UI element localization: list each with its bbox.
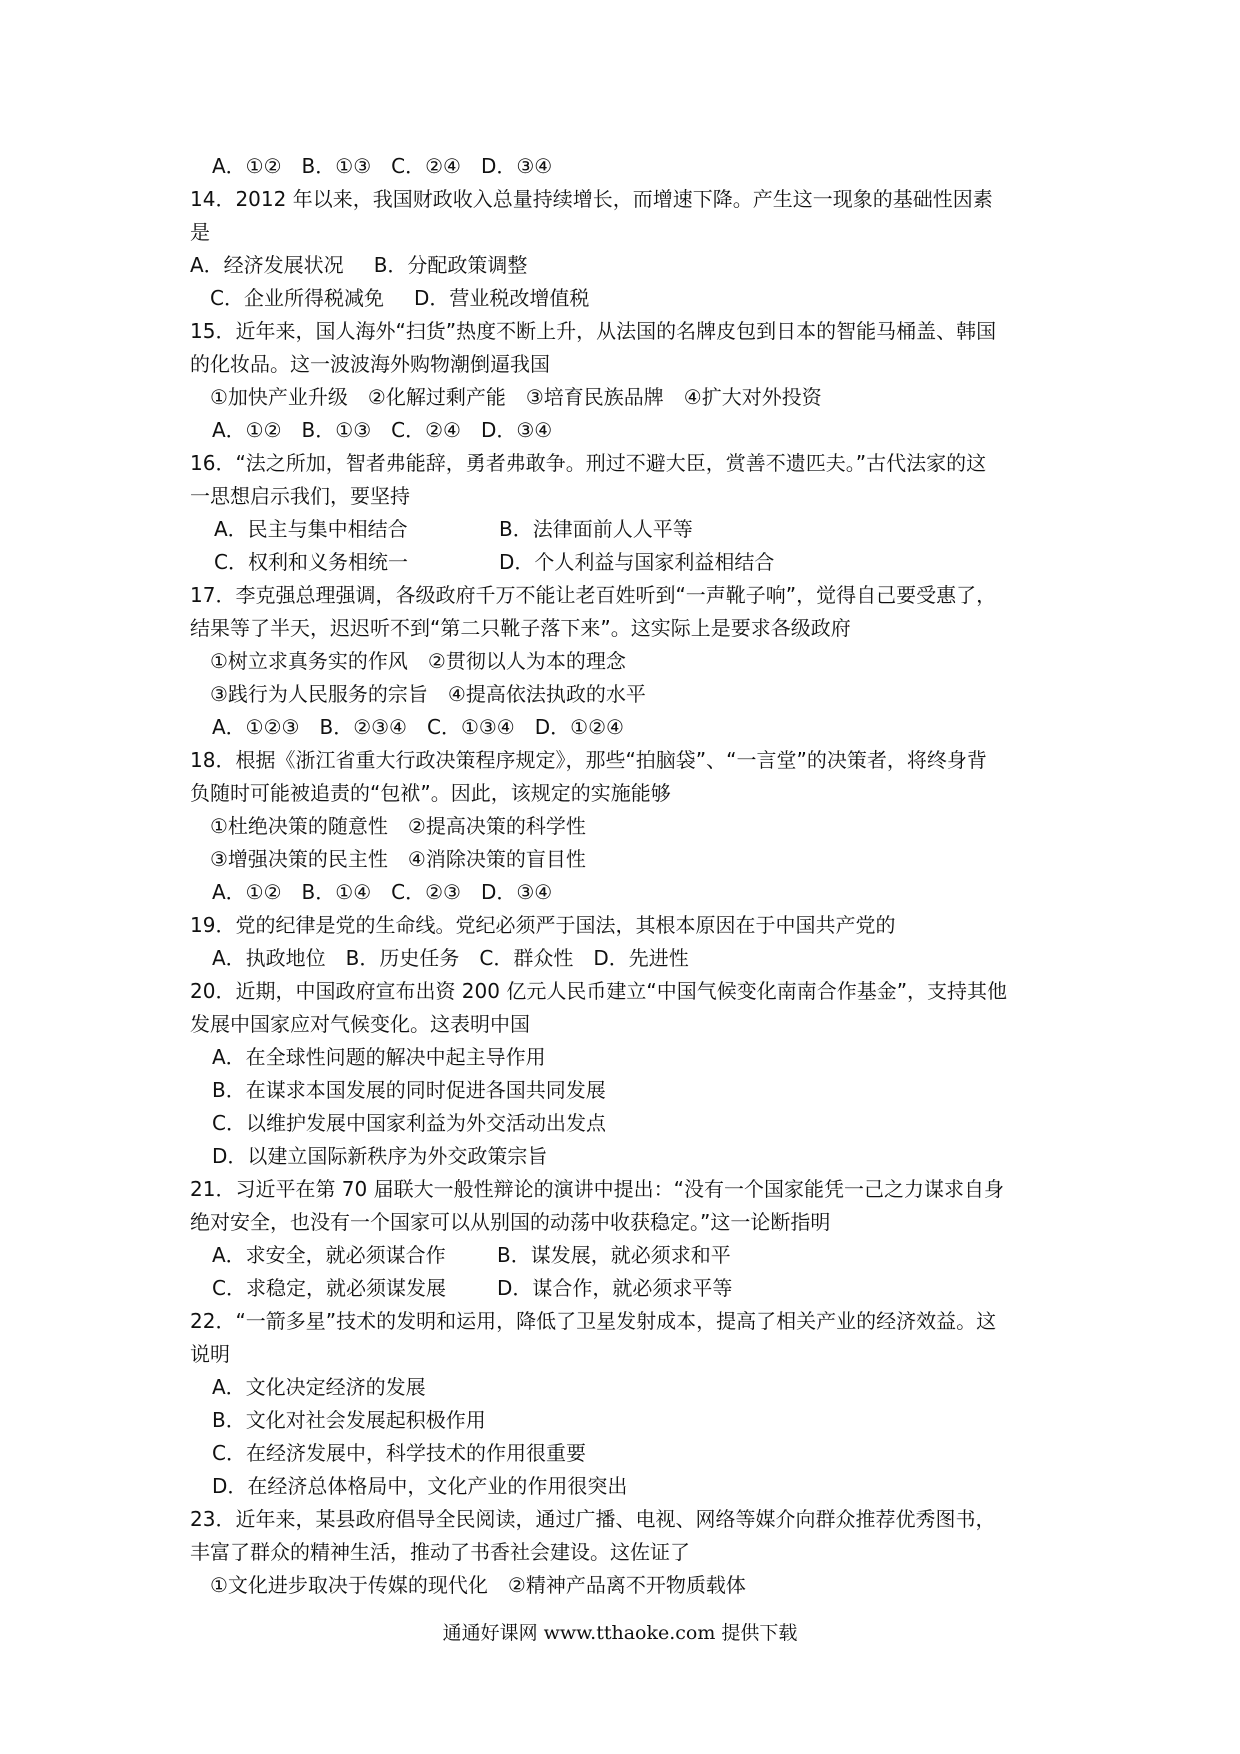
q22-option-a: A．文化决定经济的发展 (212, 1375, 426, 1399)
q18-statements-1: ①杜绝决策的随意性 ②提高决策的科学性 (210, 814, 586, 838)
q16-option-a: A．民主与集中相结合 (214, 517, 408, 541)
q17-statements-1: ①树立求真务实的作风 ②贯彻以人为本的理念 (210, 649, 626, 673)
q20-stem-line-2: 发展中国家应对气候变化。这表明中国 (190, 1012, 530, 1036)
q20-option-b: B．在谋求本国发展的同时促进各国共同发展 (212, 1078, 606, 1102)
q21-options-row-2 (190, 1272, 1060, 1305)
q21-option-a: A．求安全，就必须谋合作 (212, 1243, 446, 1267)
page-footer: 通通好课网 www.tthaoke.com 提供下载 (442, 1622, 798, 1644)
q14-options-row-1 (190, 249, 1060, 282)
q15-stem-line-1: 15．近年来，国人海外“扫货”热度不断上升，从法国的名牌皮包到日本的智能马桶盖、韩国 (190, 319, 997, 343)
q14-stem-line-2: 是 (190, 220, 210, 244)
q14-option-d: D．营业税改增值税 (413, 286, 590, 310)
q14-options-row-2 (190, 282, 1060, 315)
q15-answer-options: A．①② B．①③ C．②④ D．③④ (212, 418, 553, 442)
q16-options-row-1 (190, 513, 1060, 546)
q14-stem-line-1: 14．2012 年以来，我国财政收入总量持续增长，而增速下降。产生这一现象的基础性因素 (190, 187, 993, 211)
q15-stem-line-2: 的化妆品。这一波波海外购物潮倒逼我国 (190, 352, 550, 376)
q16-stem-line-2: 一思想启示我们，要坚持 (190, 484, 410, 508)
q21-option-b: B．谋发展，就必须求和平 (497, 1243, 731, 1267)
q17-statements-2: ③践行为人民服务的宗旨 ④提高依法执政的水平 (210, 682, 646, 706)
q22-stem-line-2: 说明 (190, 1342, 230, 1366)
q14-option-b: B．分配政策调整 (373, 253, 528, 277)
q18-stem-line-2: 负随时可能被追责的“包袱”。因此，该规定的实施能够 (190, 781, 671, 805)
q20-option-d: D．以建立国际新秩序为外交政策宗旨 (212, 1144, 548, 1168)
q17-answer-options: A．①②③ B．②③④ C．①③④ D．①②④ (212, 715, 624, 739)
q14-option-a: A．经济发展状况 (190, 253, 344, 277)
q20-option-c: C．以维护发展中国家利益为外交活动出发点 (212, 1111, 606, 1135)
q18-stem-line-1: 18．根据《浙江省重大行政决策程序规定》，那些“拍脑袋”、“一言堂”的决策者，将终身背 (190, 748, 987, 772)
q19-stem: 19．党的纪律是党的生命线。党纪必须严于国法，其根本原因在于中国共产党的 (190, 913, 896, 937)
q20-option-a: A．在全球性问题的解决中起主导作用 (212, 1045, 546, 1069)
q22-option-b: B．文化对社会发展起积极作用 (212, 1408, 486, 1432)
q21-stem-line-2: 绝对安全，也没有一个国家可以从别国的动荡中收获稳定。”这一论断指明 (190, 1210, 831, 1234)
q17-stem-line-1: 17．李克强总理强调，各级政府千万不能让老百姓听到“一声靴子响”，觉得自己要受惠了， (190, 583, 997, 607)
q19-answer-options: A．执政地位 B．历史任务 C．群众性 D．先进性 (212, 946, 689, 970)
q22-option-d: D．在经济总体格局中，文化产业的作用很突出 (212, 1474, 628, 1498)
q15-statements: ①加快产业升级 ②化解过剩产能 ③培育民族品牌 ④扩大对外投资 (210, 385, 822, 409)
q16-option-b: B．法律面前人人平等 (499, 517, 693, 541)
q16-options-row-2 (190, 546, 1060, 579)
q21-option-c: C．求稳定，就必须谋发展 (212, 1276, 446, 1300)
q21-options-row-1 (190, 1239, 1060, 1272)
q17-stem-line-2: 结果等了半天，迟迟听不到“第二只靴子落下来”。这实际上是要求各级政府 (190, 616, 851, 640)
q22-option-c: C．在经济发展中，科学技术的作用很重要 (212, 1441, 586, 1465)
q23-stem-line-2: 丰富了群众的精神生活，推动了书香社会建设。这佐证了 (190, 1540, 690, 1564)
q23-stem-line-1: 23．近年来，某县政府倡导全民阅读，通过广播、电视、网络等媒介向群众推荐优秀图书， (190, 1507, 996, 1531)
q14-option-c: C．企业所得税减免 (210, 286, 384, 310)
q16-option-d: D．个人利益与国家利益相结合 (499, 550, 775, 574)
q18-answer-options: A．①② B．①④ C．②③ D．③④ (212, 880, 553, 904)
q21-option-d: D．谋合作，就必须求平等 (497, 1276, 733, 1300)
q22-stem-line-1: 22．“一箭多星”技术的发明和运用，降低了卫星发射成本，提高了相关产业的经济效益。这 (190, 1309, 997, 1333)
q18-statements-2: ③增强决策的民主性 ④消除决策的盲目性 (210, 847, 586, 871)
q20-stem-line-1: 20．近期，中国政府宣布出资 200 亿元人民币建立“中国气候变化南南合作基金”，支持其他 (190, 979, 1008, 1003)
q21-stem-line-1: 21．习近平在第 70 届联大一般性辩论的演讲中提出：“没有一个国家能凭一己之力谋求自身 (190, 1177, 1004, 1201)
q13-answer-options: A．①② B．①③ C．②④ D．③④ (212, 154, 553, 178)
q16-option-c: C．权利和义务相统一 (214, 550, 408, 574)
q23-statements-1: ①文化进步取决于传媒的现代化 ②精神产品离不开物质载体 (210, 1573, 746, 1597)
q16-stem-line-1: 16．“法之所加，智者弗能辞，勇者弗敢争。刑过不避大臣，赏善不遗匹夫。”古代法家的这 (190, 451, 987, 475)
